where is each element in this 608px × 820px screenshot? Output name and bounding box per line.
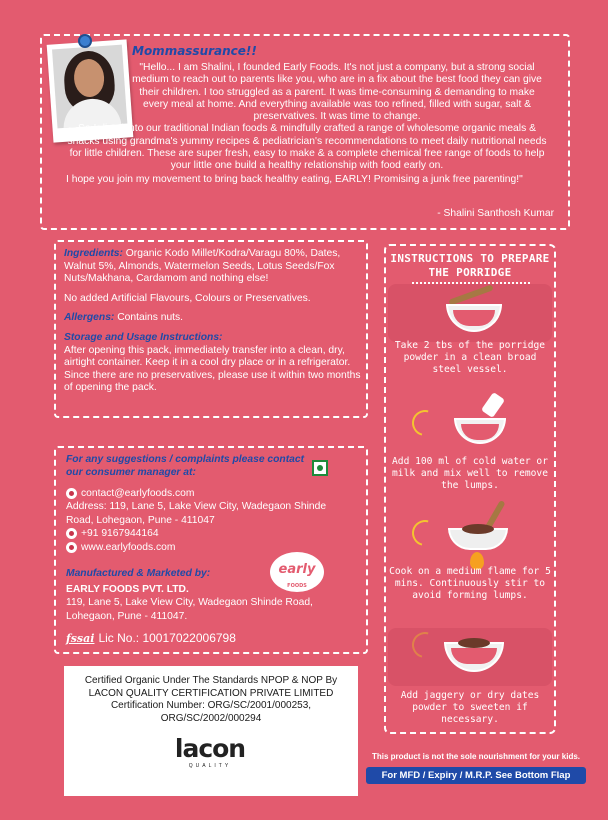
letter-title: Mommassurance!! <box>132 44 257 58</box>
lacon-logo: lacon QUALITY <box>174 734 246 769</box>
step-3-text: Cook on a medium flame for 5 mins. Continuously stir to avoid forming lumps. <box>389 566 551 601</box>
certification-box <box>64 666 358 796</box>
cert-line: ORG/SC/2002/000294 <box>160 712 262 724</box>
contact-heading: For any suggestions / complaints please contact our consumer manager at: <box>66 454 305 478</box>
fssai-logo: fssai <box>66 632 95 645</box>
ingredients-label: Ingredients: <box>64 248 123 259</box>
letter-paragraph: "Hello... I am Shalini, I founded Early Foods. It's not just a company, but a strong social medium to reach out to parents like you, who are in a fix about the best food they can give their children. I too struggled as a parent. It was time-consuming & demanding to make every meal at home. And everything available was too refined, filled with sugar, salt & preservatives. It was time to change. <box>132 62 542 123</box>
letter-signature: - Shalini Santhosh Kumar <box>437 208 554 219</box>
veg-mark-icon <box>312 460 328 476</box>
globe-icon <box>66 542 77 553</box>
no-additives-text: No added Artificial Flavours, Colours or Preservatives. <box>64 292 311 304</box>
bottom-flap-band: For MFD / Expiry / M.R.P. See Bottom Flap <box>366 767 586 784</box>
cert-line: Certified Organic Under The Standards NPOP & NOP By <box>84 675 338 686</box>
certification-text <box>64 675 358 725</box>
letter-paragraph: So I dived into our traditional Indian foods & mindfully crafted a range of wholesome organic meals & snacks using grandma's yummy recipes & pediatrician's recommendations to meet daily nutritional needs for little children. These are super fresh, easy to make & a complete chemical free range of foods to help your little one build a healthy relationship with food early on. <box>67 123 547 172</box>
pushpin-icon <box>78 34 92 48</box>
contact-phone[interactable]: +91 9167944164 <box>81 528 159 540</box>
contact-email[interactable]: contact@earlyfoods.com <box>81 488 195 499</box>
fssai-license <box>66 631 236 645</box>
step-4-text: Add jaggery or dry dates powder to sweeten if necessary. <box>400 690 540 725</box>
contact-details <box>66 487 346 554</box>
cert-line: LACON QUALITY CERTIFICATION PRIVATE LIMITED <box>88 687 334 699</box>
step-1-text: Take 2 tbs of the porridge powder in a clean broad steel vessel. <box>394 340 546 375</box>
allergens-text: Contains nuts. <box>114 312 184 324</box>
allergens-label: Allergens: <box>64 312 115 324</box>
ingredients-list: Organic Kodo Millet/Kodra/Varagu 80%, Dates, Walnut 5%, Almonds, Watermelon Seeds, Lotus Seeds/Fox Nuts/Makhana, Cardamom and nothing else! <box>64 248 341 285</box>
early-foods-logo: early FOODS <box>270 552 324 592</box>
nourishment-note: This product is not the sole nourishment for your kids. <box>371 752 580 761</box>
storage-text: After opening this pack, immediately transfer into a clean, dry, airtight container. Keep it in a cool dry place or in a refrigerator. Since there are no preservatives, please use it within two months of opening the pack. <box>64 344 361 394</box>
ingredients-text <box>64 248 364 402</box>
contact-address: Address: 119, Lane 5, Lake View City, Wadegaon Shinde Road, Lohegaon, Pune - 411047 <box>66 501 327 526</box>
step-2-text: Add 100 ml of cold water or milk and mix well to remove the lumps. <box>392 456 548 491</box>
storage-label: Storage and Usage Instructions: <box>64 331 223 343</box>
letter-body <box>66 62 548 186</box>
instructions-title: INSTRUCTIONS TO PREPARE THE PORRIDGE <box>390 252 550 279</box>
phone-icon <box>66 528 77 539</box>
manufacturer-address: 119, Lane 5, Lake View City, Wadegaon Shinde Road, Lohegaon, Pune - 411047. <box>66 597 313 622</box>
letter-paragraph: I hope you join my movement to bring back healthy eating, EARLY! Promising a junk free parenting!" <box>66 173 523 185</box>
contact-website[interactable]: www.earlyfoods.com <box>81 541 176 553</box>
email-icon <box>66 488 77 499</box>
manufacturer-name: EARLY FOODS PVT. LTD. <box>66 584 189 595</box>
manufacturer-heading: Manufactured & Marketed by: <box>66 568 211 579</box>
license-number: Lic No.: 10017022006798 <box>98 631 236 645</box>
cert-line: Certification Number: ORG/SC/2001/000253, <box>110 700 312 712</box>
